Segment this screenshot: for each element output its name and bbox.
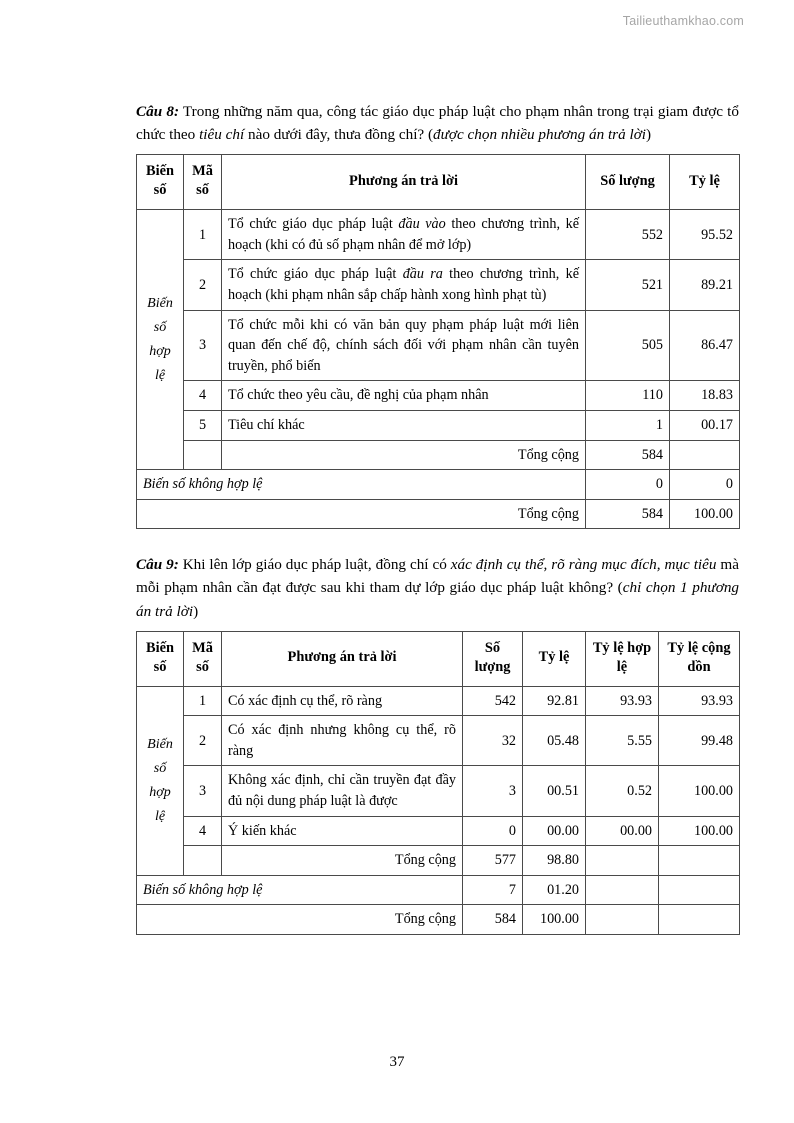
th-code: Mã số	[184, 631, 222, 686]
invalid-ratio: 0	[670, 470, 740, 500]
row-ratio: 05.48	[523, 716, 586, 766]
table-subtotal-row	[137, 846, 740, 876]
th-code: Mã số	[184, 155, 222, 210]
answer-pre: Tổ chức theo yêu cầu, đề nghị của phạm nhân	[228, 387, 489, 404]
row-quantity: 552	[586, 210, 670, 260]
table-subtotal-row	[137, 440, 740, 470]
question-8-text-3: )	[646, 126, 652, 144]
answer-italic: đầu vào	[398, 216, 446, 233]
answer-post: theo chương trình, kế hoạch (khi có đủ số phạm nhân để mở lớp)	[228, 216, 579, 253]
answer-italic: đầu ra	[402, 266, 443, 283]
table-grandtotal-row	[137, 905, 740, 935]
answer-pre: Tiêu chí khác	[228, 416, 305, 433]
grandtotal-quantity: 584	[586, 499, 670, 529]
question-8-text-2: nào dưới đây, thưa đồng chí? (	[244, 126, 434, 144]
invalid-valid-ratio	[586, 875, 659, 905]
th-answer: Phương án trả lời	[222, 631, 463, 686]
answer-pre: Tổ chức giáo dục pháp luật	[228, 216, 399, 233]
answer-post: theo chương trình, kế hoạch (khi phạm nhân sắp chấp hành xong hình phạt tù)	[228, 266, 580, 303]
row-ratio: 00.00	[523, 816, 586, 846]
th-quantity: Số lượng	[586, 155, 670, 210]
question-9-paragraph	[136, 553, 739, 622]
question-9-label: Câu 9:	[136, 556, 179, 574]
row-quantity: 505	[586, 310, 670, 381]
th-valid-ratio: Tỷ lệ hợp lệ	[586, 631, 659, 686]
question-9-text-1: Khi lên lớp giáo dục pháp luật, đồng chí có	[178, 556, 451, 574]
row-quantity: 1	[586, 410, 670, 440]
grandtotal-ratio: 100.00	[523, 905, 586, 935]
grandtotal-quantity: 584	[463, 905, 523, 935]
subtotal-code-cell	[184, 846, 222, 876]
row-cumulative-ratio: 100.00	[659, 816, 740, 846]
row-answer: Ý kiến khác	[222, 816, 463, 846]
subtotal-valid-ratio	[586, 846, 659, 876]
question-9-italic-2: chỉ chọn 1 phương án trả lời	[136, 579, 740, 620]
grandtotal-label: Tổng cộng	[137, 905, 463, 935]
th-cumulative-ratio: Tỷ lệ cộng dồn	[659, 631, 740, 686]
question-8-text-1: Trong những năm qua, công tác giáo dục pháp luật cho phạm nhân trong trại giam được tổ chức theo	[136, 103, 739, 144]
table-grandtotal-row	[137, 499, 740, 529]
table-question-8	[136, 154, 740, 529]
group-label-valid: Biến số hợp lệ	[137, 686, 184, 875]
row-code: 2	[184, 716, 222, 766]
row-answer	[222, 260, 586, 310]
grandtotal-ratio: 100.00	[670, 499, 740, 529]
row-cumulative-ratio: 100.00	[659, 766, 740, 816]
row-valid-ratio: 00.00	[586, 816, 659, 846]
th-ratio: Tỷ lệ	[523, 631, 586, 686]
table-row	[137, 260, 740, 310]
section-gap	[136, 529, 739, 553]
th-variable: Biến số	[137, 155, 184, 210]
grandtotal-cumulative-ratio	[659, 905, 740, 935]
table-invalid-row	[137, 875, 740, 905]
row-cumulative-ratio: 99.48	[659, 716, 740, 766]
row-ratio: 86.47	[670, 310, 740, 381]
table-row	[137, 686, 740, 716]
row-quantity: 521	[586, 260, 670, 310]
row-answer: Có xác định cụ thể, rõ ràng	[222, 686, 463, 716]
subtotal-code-cell	[184, 440, 222, 470]
answer-pre: Tổ chức mỗi khi có văn bản quy phạm pháp luật mới liên quan đến chế độ, chính sách đối với phạm nhân cần tuyên truyền, phổ biến	[228, 316, 579, 374]
th-answer: Phương án trả lời	[222, 155, 586, 210]
grandtotal-valid-ratio	[586, 905, 659, 935]
question-9-text-3: )	[193, 602, 199, 620]
subtotal-quantity: 577	[463, 846, 523, 876]
row-ratio: 18.83	[670, 381, 740, 411]
subtotal-cumulative-ratio	[659, 846, 740, 876]
invalid-ratio: 01.20	[523, 875, 586, 905]
row-answer	[222, 410, 586, 440]
row-code: 2	[184, 260, 222, 310]
row-code: 4	[184, 381, 222, 411]
table-row	[137, 210, 740, 260]
invalid-label: Biến số không hợp lệ	[137, 875, 463, 905]
table-question-9	[136, 631, 740, 935]
table-row	[137, 816, 740, 846]
row-answer	[222, 381, 586, 411]
subtotal-quantity: 584	[586, 440, 670, 470]
table-row	[137, 716, 740, 766]
grandtotal-label: Tổng cộng	[137, 499, 586, 529]
row-code: 3	[184, 766, 222, 816]
subtotal-ratio: 98.80	[523, 846, 586, 876]
th-ratio: Tỷ lệ	[670, 155, 740, 210]
watermark-text: Tailieuthamkhao.com	[622, 14, 744, 28]
row-code: 1	[184, 210, 222, 260]
row-quantity: 110	[586, 381, 670, 411]
table-row	[137, 381, 740, 411]
row-quantity: 0	[463, 816, 523, 846]
table-invalid-row	[137, 470, 740, 500]
row-ratio: 00.51	[523, 766, 586, 816]
row-ratio: 89.21	[670, 260, 740, 310]
row-ratio: 92.81	[523, 686, 586, 716]
table-8-header-row	[137, 155, 740, 210]
row-answer: Không xác định, chỉ cần truyền đạt đầy đủ nội dung pháp luật là được	[222, 766, 463, 816]
subtotal-label: Tổng cộng	[222, 440, 586, 470]
question-8-italic-2: được chọn nhiều phương án trả lời	[433, 126, 647, 144]
row-valid-ratio: 0.52	[586, 766, 659, 816]
question-9-italic-1: xác định cụ thể, rõ ràng mục đích, mục tiêu	[450, 556, 717, 574]
subtotal-label: Tổng cộng	[222, 846, 463, 876]
row-valid-ratio: 5.55	[586, 716, 659, 766]
row-answer	[222, 310, 586, 381]
row-quantity: 542	[463, 686, 523, 716]
table-row	[137, 766, 740, 816]
question-8-italic-1: tiêu chí	[199, 126, 245, 144]
table-9-header-row	[137, 631, 740, 686]
row-valid-ratio: 93.93	[586, 686, 659, 716]
row-ratio: 00.17	[670, 410, 740, 440]
page-content	[136, 100, 739, 935]
invalid-quantity: 0	[586, 470, 670, 500]
row-quantity: 32	[463, 716, 523, 766]
row-code: 1	[184, 686, 222, 716]
table-row	[137, 410, 740, 440]
th-quantity: Số lượng	[463, 631, 523, 686]
row-cumulative-ratio: 93.93	[659, 686, 740, 716]
row-code: 4	[184, 816, 222, 846]
subtotal-ratio	[670, 440, 740, 470]
row-answer: Có xác định nhưng không cụ thể, rõ ràng	[222, 716, 463, 766]
question-9-text-2: mà mỗi phạm nhân cần đạt được sau khi tham dự lớp giáo dục pháp luật không? (	[136, 556, 739, 597]
question-8-label: Câu 8:	[136, 103, 180, 120]
row-code: 3	[184, 310, 222, 381]
group-label-valid: Biến số hợp lệ	[137, 210, 184, 470]
row-answer	[222, 210, 586, 260]
row-quantity: 3	[463, 766, 523, 816]
invalid-cumulative-ratio	[659, 875, 740, 905]
row-code: 5	[184, 410, 222, 440]
question-8-paragraph	[136, 100, 739, 146]
answer-pre: Tổ chức giáo dục pháp luật	[228, 266, 403, 283]
invalid-quantity: 7	[463, 875, 523, 905]
invalid-label: Biến số không hợp lệ	[137, 470, 586, 500]
page-number: 37	[389, 1054, 405, 1070]
table-row	[137, 310, 740, 381]
th-variable: Biến số	[137, 631, 184, 686]
row-ratio: 95.52	[670, 210, 740, 260]
